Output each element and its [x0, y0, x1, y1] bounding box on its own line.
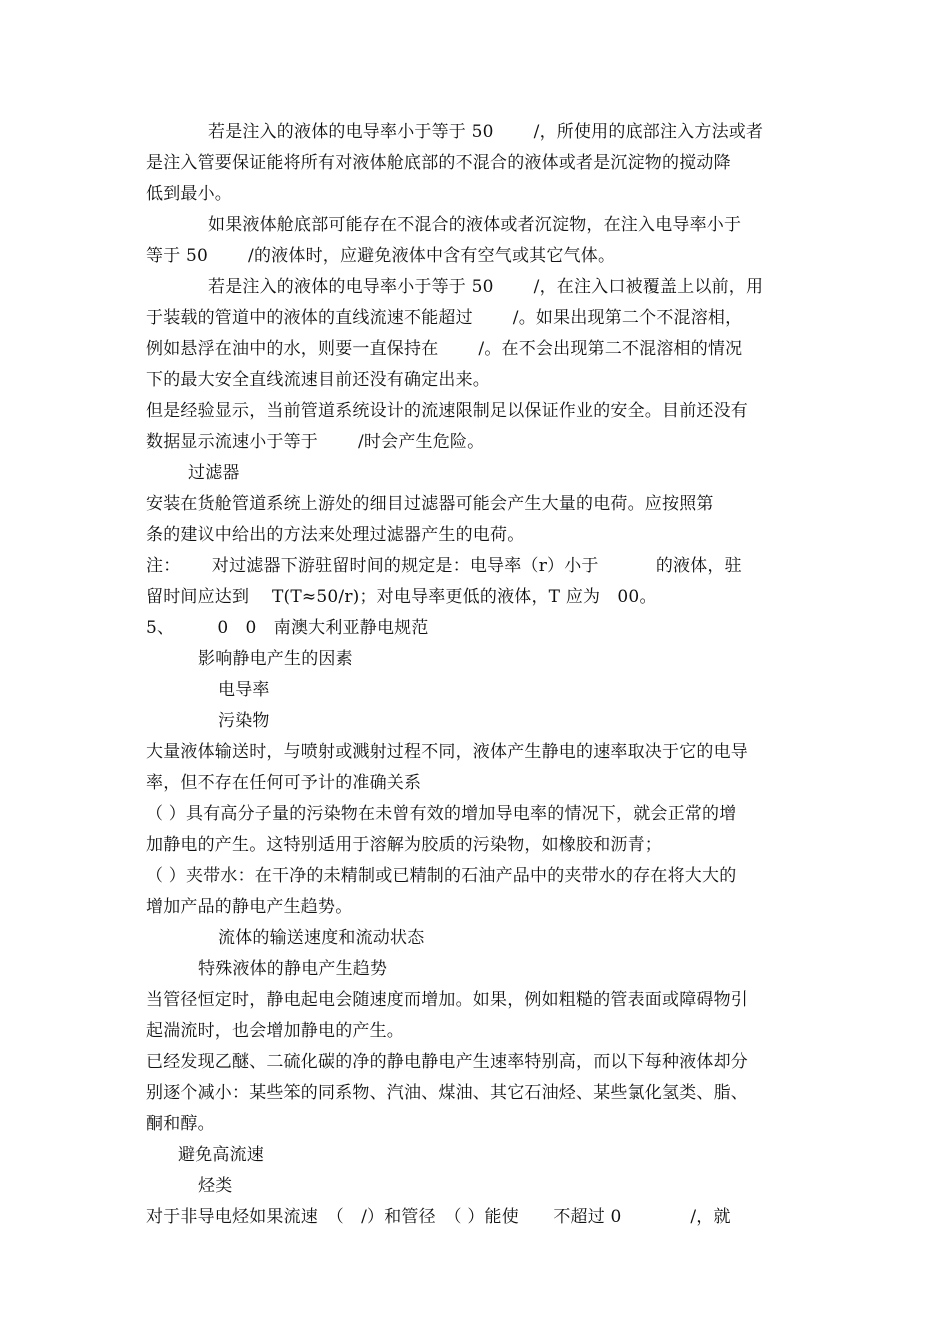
paragraph-line: 当管径恒定时，静电起电会随速度而增加。如果，例如粗糙的管表面或障碍物引 [146, 990, 748, 1010]
subsection-heading: 避免高流速 [178, 1145, 264, 1165]
paragraph-line: 率，但不存在任何可予计的准确关系 [146, 773, 422, 793]
subsection-heading: 污染物 [218, 711, 270, 731]
paragraph-line: （ ）夹带水：在干净的未精制或已精制的石油产品中的夹带水的存在将大大的 [146, 866, 737, 886]
paragraph-line: 下的最大安全直线流速目前还没有确定出来。 [146, 370, 490, 390]
paragraph-line: 起湍流时，也会增加静电的产生。 [146, 1021, 404, 1041]
subsection-heading: 影响静电产生的因素 [198, 649, 353, 669]
paragraph-line: 低到最小。 [146, 184, 232, 204]
paragraph-line: 数据显示流速小于等于 /时会产生危险。 [146, 432, 485, 452]
paragraph-line: 是注入管要保证能将所有对液体舱底部的不混合的液体或者是沉淀物的搅动降 [146, 153, 731, 173]
paragraph-line: 若是注入的液体的电导率小于等于 50 /，所使用的底部注入方法或者 [208, 122, 764, 142]
subsection-heading: 特殊液体的静电产生趋势 [198, 959, 388, 979]
section-heading: 5、 0 0 南澳大利亚静电规范 [146, 618, 429, 638]
paragraph-line: 加静电的产生。这特别适用于溶解为胶质的污染物，如橡胶和沥青； [146, 835, 662, 855]
paragraph-line: 若是注入的液体的电导率小于等于 50 /，在注入口被覆盖上以前，用 [208, 277, 764, 297]
paragraph-line: 增加产品的静电产生趋势。 [146, 897, 353, 917]
paragraph-line: 安装在货舱管道系统上游处的细目过滤器可能会产生大量的电荷。应按照第 [146, 494, 714, 514]
paragraph-line: 例如悬浮在油中的水，则要一直保持在 /。在不会出现第二不混溶相的情况 [146, 339, 743, 359]
note-line: 注： 对过滤器下游驻留时间的规定是：电导率（r）小于 的液体，驻 [146, 556, 742, 576]
paragraph-line: 但是经验显示，当前管道系统设计的流速限制足以保证作业的安全。目前还没有 [146, 401, 748, 421]
note-line: 留时间应达到 T(T≈50/r)；对电导率更低的液体，T 应为 00。 [146, 587, 657, 607]
subsection-heading: 烃类 [198, 1176, 233, 1196]
subsection-heading: 流体的输送速度和流动状态 [218, 928, 425, 948]
paragraph-line: 于装载的管道中的液体的直线流速不能超过 /。如果出现第二个不混溶相， [146, 308, 743, 328]
paragraph-line: 条的建议中给出的方法来处理过滤器产生的电荷。 [146, 525, 525, 545]
paragraph-line: 大量液体输送时，与喷射或溅射过程不同，液体产生静电的速率取决于它的电导 [146, 742, 748, 762]
paragraph-line: 如果液体舱底部可能存在不混合的液体或者沉淀物，在注入电导率小于 [208, 215, 742, 235]
paragraph-line: 已经发现乙醚、二硫化碳的净的静电静电产生速率特别高，而以下每种液体却分 [146, 1052, 748, 1072]
paragraph-line: 对于非导电烃如果流速 （ /）和管径 （ ）能使 不超过 0 /，就 [146, 1207, 731, 1227]
paragraph-line: 等于 50 /的液体时，应避免液体中含有空气或其它气体。 [146, 246, 616, 266]
section-heading: 过滤器 [188, 463, 240, 483]
paragraph-line: （ ）具有高分子量的污染物在未曾有效的增加导电率的情况下，就会正常的增 [146, 804, 737, 824]
paragraph-line: 别逐个减小：某些笨的同系物、汽油、煤油、其它石油烃、某些氯化氢类、脂、 [146, 1083, 748, 1103]
subsection-heading: 电导率 [218, 680, 270, 700]
paragraph-line: 酮和醇。 [146, 1114, 215, 1134]
